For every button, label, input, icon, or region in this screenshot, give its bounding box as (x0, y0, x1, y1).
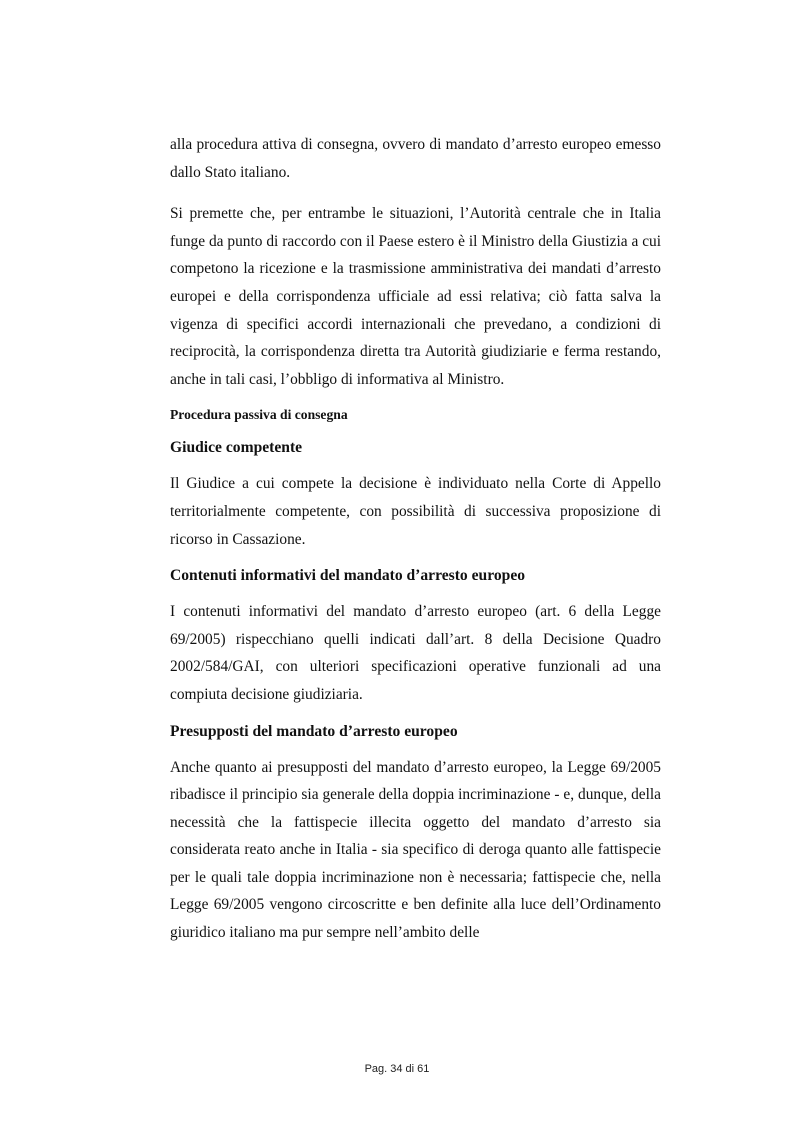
paragraph-autorita-centrale: Si premette che, per entrambe le situazioni, l’Autorità centrale che in Italia funge da punto di raccordo con il Paese estero è il Ministro della Giustizia a cui competono la ricezione e la trasmissione amministrativa dei mandati d’arresto europei e della corrispondenza ufficiale ad essi relativa; ciò fatta salva la vigenza di specifici accordi internazionali che prevedano, a condizioni di reciprocità, la corrispondenza diretta tra Autorità giudiziarie e ferma restando, anche in tali casi, l’obbligo di informativa al Ministro. (170, 205, 661, 388)
page-number: Pag. 34 di 61 (364, 1063, 430, 1075)
paragraph-presupposti: Anche quanto ai presupposti del mandato d’arresto europeo, la Legge 69/2005 ribadisce il principio sia generale della doppia incriminazione - e, dunque, della necessità che la fattispecie illecita oggetto del mandato d’arresto sia considerata reato anche in Italia - sia specifico di deroga quanto alle fattispecie per le quali tale doppia incriminazione non è necessaria; fattispecie che, nella Legge 69/2005 vengono circoscritte e ben definite alla luce dell’Ordinamento giuridico italiano ma pur sempre nell’ambito delle (170, 758, 661, 942)
paragraph-contenuti: I contenuti informativi del mandato d’arresto europeo (art. 6 della Legge 69/2005) rispecchiano quelli indicati dall’art. 8 della Decisione Quadro 2002/584/GAI, con ulteriori specificazioni operative funzionali ad una compiuta decisione giudiziaria. (170, 603, 661, 703)
paragraph-giudice: Il Giudice a cui compete la decisione è individuato nella Corte di Appello territorialmente competente, con possibilità di successiva proposizione di ricorso in Cassazione. (170, 475, 661, 548)
heading-procedura-passiva: Procedura passiva di consegna (170, 407, 348, 423)
heading-giudice-competente: Giudice competente (170, 439, 303, 457)
paragraph-procedura-attiva: alla procedura attiva di consegna, ovvero di mandato d’arresto europeo emesso dallo Stato italiano. (170, 136, 661, 181)
heading-contenuti-informativi: Contenuti informativi del mandato d’arresto europeo (170, 567, 526, 585)
heading-presupposti: Presupposti del mandato d’arresto europeo (170, 722, 458, 740)
document-body (170, 131, 661, 947)
